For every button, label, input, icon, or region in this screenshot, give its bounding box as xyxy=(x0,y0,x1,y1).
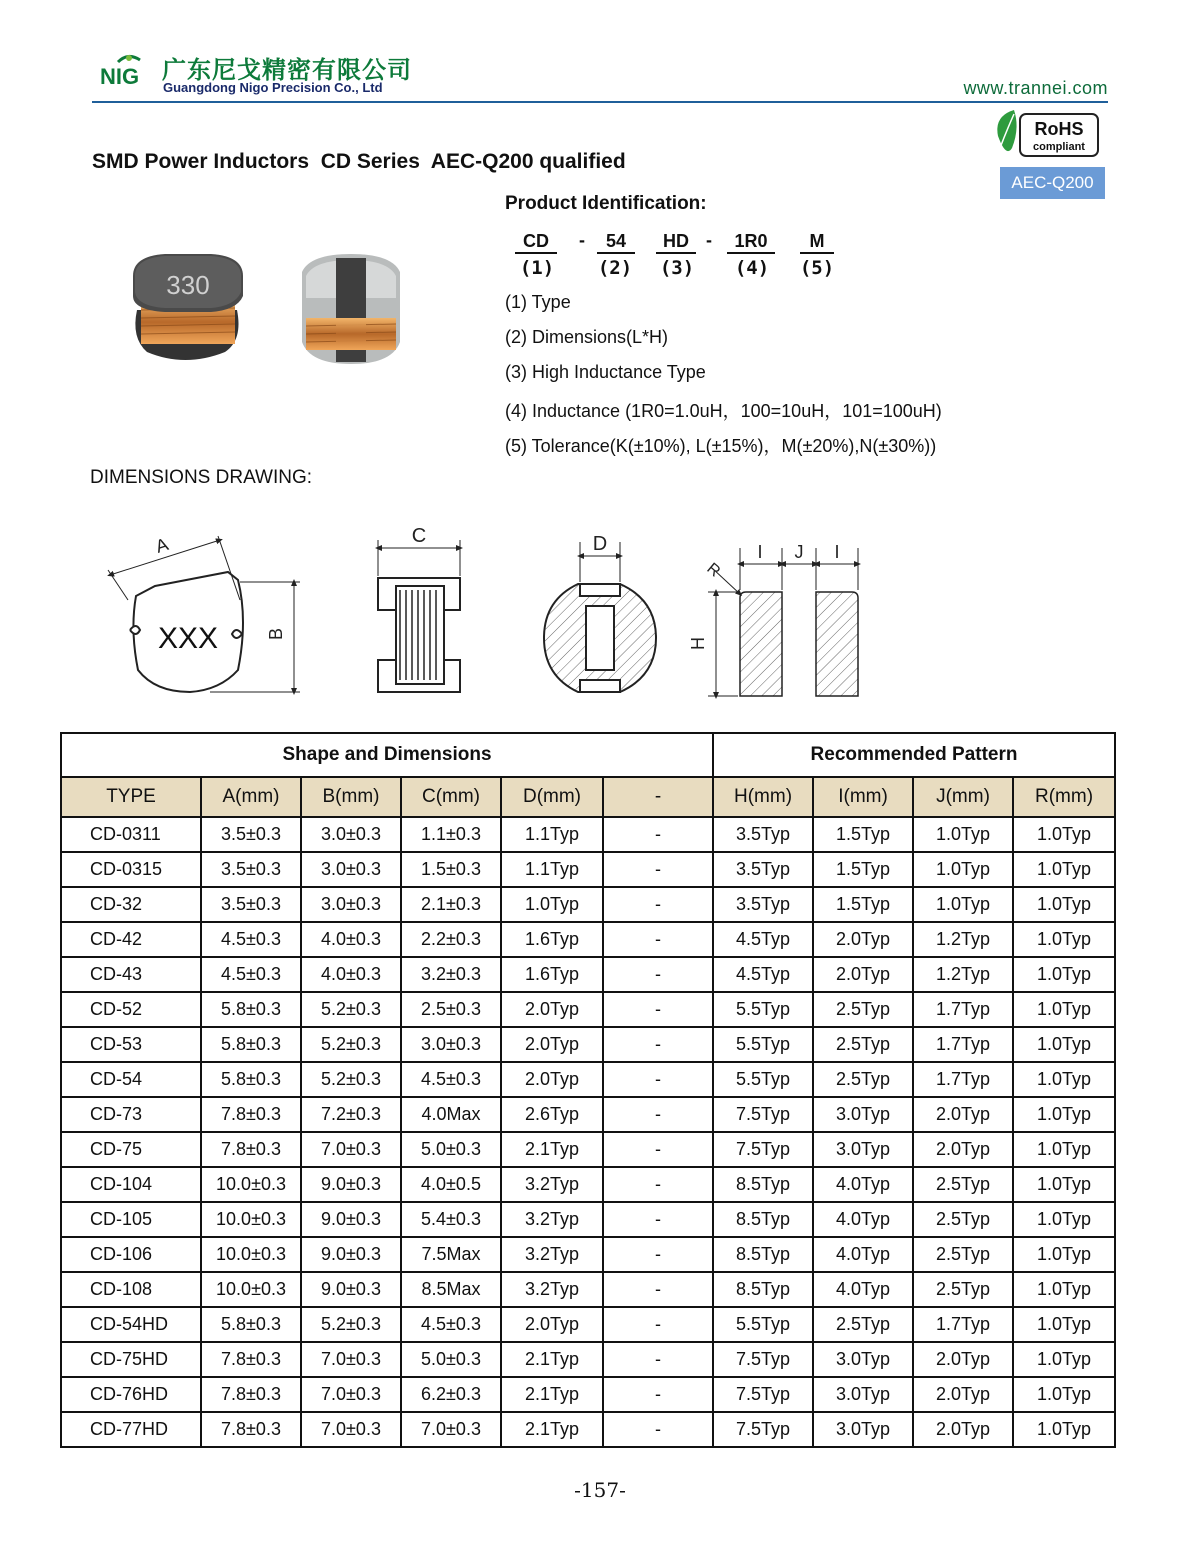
identification-item: (4) Inductance (1R0=1.0uH，100=10uH，101=100uH) xyxy=(505,401,942,421)
table-cell: 4.5±0.3 xyxy=(201,957,301,992)
code-high-inductance: HD xyxy=(656,230,696,254)
table-cell: 5.5Typ xyxy=(713,1027,813,1062)
table-cell: 2.1±0.3 xyxy=(401,887,501,922)
column-header-row xyxy=(61,777,1115,817)
table-cell: 4.5Typ xyxy=(713,957,813,992)
table-cell: 2.0Typ xyxy=(501,1027,603,1062)
table-cell: 1.0Typ xyxy=(1013,1202,1115,1237)
table-cell: 7.0±0.3 xyxy=(301,1377,401,1412)
table-cell: 1.0Typ xyxy=(1013,1237,1115,1272)
side-view xyxy=(378,540,460,692)
table-cell: 7.8±0.3 xyxy=(201,1097,301,1132)
table-cell: - xyxy=(603,957,713,992)
table-cell: 1.0Typ xyxy=(1013,817,1115,852)
table-cell: 3.2Typ xyxy=(501,1202,603,1237)
type-cell: CD-75 xyxy=(61,1132,201,1167)
table-cell: 3.0Typ xyxy=(813,1412,913,1447)
table-cell: 1.0Typ xyxy=(1013,852,1115,887)
table-cell: - xyxy=(603,1412,713,1447)
table-cell: 3.0Typ xyxy=(813,1377,913,1412)
table-cell: 2.0Typ xyxy=(501,1062,603,1097)
table-cell: 1.0Typ xyxy=(1013,1167,1115,1202)
table-cell: - xyxy=(603,1062,713,1097)
code-dimension: 54 xyxy=(597,230,635,254)
rohs-text: RoHS xyxy=(1034,119,1084,139)
rohs-compliant-text: compliant xyxy=(1033,141,1085,153)
table-cell: 5.8±0.3 xyxy=(201,1027,301,1062)
table-cell: 5.5Typ xyxy=(713,1062,813,1097)
table-cell: 1.0Typ xyxy=(1013,1272,1115,1307)
table-cell: - xyxy=(603,1307,713,1342)
table-cell: 2.0Typ xyxy=(913,1132,1013,1167)
code-dash: - xyxy=(706,230,712,250)
group-header-shape: Shape and Dimensions xyxy=(61,733,713,777)
table-cell: 3.5Typ xyxy=(713,852,813,887)
table-cell: 7.5Typ xyxy=(713,1342,813,1377)
table-row xyxy=(61,922,1115,957)
type-cell: CD-106 xyxy=(61,1237,201,1272)
type-cell: CD-53 xyxy=(61,1027,201,1062)
table-cell: 10.0±0.3 xyxy=(201,1272,301,1307)
table-cell: - xyxy=(603,1167,713,1202)
table-cell: - xyxy=(603,1342,713,1377)
type-cell: CD-76HD xyxy=(61,1377,201,1412)
table-row xyxy=(61,1202,1115,1237)
code-number: (1) xyxy=(519,257,555,279)
table-cell: 5.2±0.3 xyxy=(301,1062,401,1097)
table-cell: 2.5Typ xyxy=(813,1027,913,1062)
code-number: (3) xyxy=(659,257,695,279)
table-row xyxy=(61,1097,1115,1132)
table-cell: 3.0±0.3 xyxy=(301,852,401,887)
table-cell: 2.1Typ xyxy=(501,1412,603,1447)
table-cell: 7.5Typ xyxy=(713,1377,813,1412)
table-cell: 1.5Typ xyxy=(813,817,913,852)
identification-item: (3) High Inductance Type xyxy=(505,362,706,382)
table-cell: 1.0Typ xyxy=(1013,992,1115,1027)
table-cell: 7.5Max xyxy=(401,1237,501,1272)
table-cell: 2.0Typ xyxy=(913,1342,1013,1377)
table-row xyxy=(61,852,1115,887)
table-cell: 9.0±0.3 xyxy=(301,1237,401,1272)
dim-label-d: D xyxy=(592,533,608,555)
table-cell: 8.5Typ xyxy=(713,1272,813,1307)
table-cell: 5.8±0.3 xyxy=(201,1307,301,1342)
table-cell: 8.5Typ xyxy=(713,1237,813,1272)
table-cell: 8.5Typ xyxy=(713,1202,813,1237)
table-cell: 5.2±0.3 xyxy=(301,1027,401,1062)
table-cell: 1.5Typ xyxy=(813,887,913,922)
table-cell: 7.0±0.3 xyxy=(301,1412,401,1447)
table-cell: 7.0±0.3 xyxy=(301,1132,401,1167)
identification-item: (2) Dimensions(L*H) xyxy=(505,327,669,347)
table-cell: 4.0Typ xyxy=(813,1272,913,1307)
dim-label-h: H xyxy=(688,637,708,650)
dim-marking: XXX xyxy=(157,622,219,655)
table-cell: 9.0±0.3 xyxy=(301,1202,401,1237)
table-row xyxy=(61,1342,1115,1377)
table-cell: 5.8±0.3 xyxy=(201,992,301,1027)
column-header: TYPE xyxy=(61,777,201,817)
column-header: A(mm) xyxy=(201,777,301,817)
table-cell: 7.8±0.3 xyxy=(201,1412,301,1447)
table-row xyxy=(61,1062,1115,1097)
table-cell: 10.0±0.3 xyxy=(201,1167,301,1202)
table-cell: 7.8±0.3 xyxy=(201,1132,301,1167)
column-header: R(mm) xyxy=(1013,777,1115,817)
table-cell: 3.2±0.3 xyxy=(401,957,501,992)
table-cell: 2.5Typ xyxy=(913,1167,1013,1202)
table-cell: 5.0±0.3 xyxy=(401,1132,501,1167)
table-cell: 1.0Typ xyxy=(1013,887,1115,922)
table-cell: 3.5±0.3 xyxy=(201,852,301,887)
table-cell: 2.0Typ xyxy=(813,957,913,992)
dim-label-a: A xyxy=(153,534,171,557)
dim-label-i: I xyxy=(757,542,763,562)
aec-q200-badge: AEC-Q200 xyxy=(1000,167,1105,199)
table-cell: 7.2±0.3 xyxy=(301,1097,401,1132)
table-row xyxy=(61,817,1115,852)
code-tolerance: M xyxy=(800,230,834,254)
table-cell: - xyxy=(603,852,713,887)
table-cell: 1.0Typ xyxy=(1013,957,1115,992)
table-cell: 2.1Typ xyxy=(501,1132,603,1167)
table-cell: 2.0Typ xyxy=(813,922,913,957)
code-number: (5) xyxy=(799,257,835,279)
table-cell: 4.0±0.5 xyxy=(401,1167,501,1202)
table-cell: 1.7Typ xyxy=(913,1027,1013,1062)
table-row xyxy=(61,992,1115,1027)
table-cell: 1.6Typ xyxy=(501,957,603,992)
code-inductance: 1R0 xyxy=(727,230,775,254)
photo-marking: 330 xyxy=(166,270,210,300)
dim-label-c: C xyxy=(411,525,427,547)
table-cell: 1.0Typ xyxy=(1013,1132,1115,1167)
table-cell: 1.0Typ xyxy=(913,817,1013,852)
table-cell: 5.5Typ xyxy=(713,1307,813,1342)
type-cell: CD-73 xyxy=(61,1097,201,1132)
table-cell: 3.0Typ xyxy=(813,1132,913,1167)
column-header: D(mm) xyxy=(501,777,603,817)
code-dash: - xyxy=(579,230,585,250)
type-cell: CD-104 xyxy=(61,1167,201,1202)
dim-label-i: I xyxy=(834,542,840,562)
table-cell: 7.8±0.3 xyxy=(201,1377,301,1412)
type-cell: CD-108 xyxy=(61,1272,201,1307)
type-cell: CD-105 xyxy=(61,1202,201,1237)
dim-label-b: B xyxy=(266,627,286,640)
table-cell: 1.0Typ xyxy=(1013,922,1115,957)
dim-label-j: J xyxy=(794,542,804,562)
table-cell: - xyxy=(603,817,713,852)
table-cell: 2.0Typ xyxy=(501,992,603,1027)
table-row xyxy=(61,1377,1115,1412)
table-cell: 1.5±0.3 xyxy=(401,852,501,887)
table-cell: 5.2±0.3 xyxy=(301,992,401,1027)
table-cell: 7.5Typ xyxy=(713,1097,813,1132)
table-cell: 2.0Typ xyxy=(913,1412,1013,1447)
table-cell: 1.0Typ xyxy=(1013,1377,1115,1412)
table-cell: - xyxy=(603,1202,713,1237)
column-header: C(mm) xyxy=(401,777,501,817)
table-cell: 3.5Typ xyxy=(713,887,813,922)
table-cell: 1.7Typ xyxy=(913,992,1013,1027)
table-cell: 1.7Typ xyxy=(913,1062,1013,1097)
table-cell: - xyxy=(603,922,713,957)
table-cell: - xyxy=(603,1027,713,1062)
table-cell: 1.0Typ xyxy=(1013,1412,1115,1447)
table-row xyxy=(61,957,1115,992)
table-cell: 2.5Typ xyxy=(813,1307,913,1342)
table-cell: 2.5Typ xyxy=(913,1202,1013,1237)
table-cell: - xyxy=(603,992,713,1027)
table-cell: 5.0±0.3 xyxy=(401,1342,501,1377)
inductor-photo-side xyxy=(296,252,406,368)
code-number: (4) xyxy=(734,257,770,279)
table-cell: 3.2Typ xyxy=(501,1272,603,1307)
table-cell: 10.0±0.3 xyxy=(201,1237,301,1272)
table-cell: 7.5Typ xyxy=(713,1412,813,1447)
table-row xyxy=(61,1132,1115,1167)
column-header: I(mm) xyxy=(813,777,913,817)
column-header: B(mm) xyxy=(301,777,401,817)
spec-table-body xyxy=(61,817,1115,1447)
type-cell: CD-54 xyxy=(61,1062,201,1097)
identification-item: (5) Tolerance(K(±10%), L(±15%)，M(±20%),N(±30%)) xyxy=(505,436,937,456)
table-cell: 9.0±0.3 xyxy=(301,1272,401,1307)
rohs-badge xyxy=(990,108,1102,162)
table-row xyxy=(61,1167,1115,1202)
table-cell: - xyxy=(603,887,713,922)
table-cell: 3.0±0.3 xyxy=(401,1027,501,1062)
table-cell: 1.0Typ xyxy=(1013,1062,1115,1097)
table-cell: 1.0Typ xyxy=(1013,1342,1115,1377)
table-cell: 2.5Typ xyxy=(913,1272,1013,1307)
table-cell: 3.5±0.3 xyxy=(201,887,301,922)
table-cell: - xyxy=(603,1097,713,1132)
table-cell: 3.0Typ xyxy=(813,1342,913,1377)
table-cell: 2.0Typ xyxy=(501,1307,603,1342)
company-name-cn: 广东尼戈精密有限公司 xyxy=(162,55,412,84)
table-cell: 4.0Typ xyxy=(813,1167,913,1202)
table-cell: 1.6Typ xyxy=(501,922,603,957)
table-row xyxy=(61,1027,1115,1062)
identification-item: (1) Type xyxy=(505,292,571,312)
table-cell: 8.5Typ xyxy=(713,1167,813,1202)
table-cell: 4.5±0.3 xyxy=(401,1062,501,1097)
table-cell: 3.2Typ xyxy=(501,1167,603,1202)
table-row xyxy=(61,1412,1115,1447)
table-cell: 4.0±0.3 xyxy=(301,957,401,992)
product-identification-heading: Product Identification: xyxy=(505,193,707,214)
table-cell: 1.7Typ xyxy=(913,1307,1013,1342)
table-cell: 1.5Typ xyxy=(813,852,913,887)
type-cell: CD-0315 xyxy=(61,852,201,887)
table-cell: 9.0±0.3 xyxy=(301,1167,401,1202)
table-cell: 1.0Typ xyxy=(1013,1097,1115,1132)
table-cell: 2.5Typ xyxy=(913,1237,1013,1272)
table-cell: 3.0±0.3 xyxy=(301,887,401,922)
website-link[interactable]: www.trannei.com xyxy=(963,78,1108,98)
spec-table xyxy=(60,732,1116,1448)
table-cell: 4.5Typ xyxy=(713,922,813,957)
inductor-photo-top xyxy=(125,248,250,368)
column-header: - xyxy=(603,777,713,817)
table-cell: - xyxy=(603,1272,713,1307)
table-cell: 4.0Typ xyxy=(813,1202,913,1237)
column-header: H(mm) xyxy=(713,777,813,817)
code-type: CD xyxy=(515,230,557,254)
type-cell: CD-77HD xyxy=(61,1412,201,1447)
table-cell: 2.0Typ xyxy=(913,1097,1013,1132)
section-view xyxy=(544,542,656,692)
top-view xyxy=(108,536,300,692)
page-title: SMD Power Inductors CD Series AEC-Q200 qualified xyxy=(92,150,626,173)
table-cell: 7.0±0.3 xyxy=(401,1412,501,1447)
table-cell: 3.5±0.3 xyxy=(201,817,301,852)
page-number: -157- xyxy=(574,1478,626,1502)
table-cell: 7.0±0.3 xyxy=(301,1342,401,1377)
table-cell: 6.2±0.3 xyxy=(401,1377,501,1412)
table-cell: 5.2±0.3 xyxy=(301,1307,401,1342)
table-cell: 2.0Typ xyxy=(913,1377,1013,1412)
table-cell: 4.0Max xyxy=(401,1097,501,1132)
table-cell: - xyxy=(603,1132,713,1167)
table-cell: 2.1Typ xyxy=(501,1377,603,1412)
table-cell: 1.2Typ xyxy=(913,957,1013,992)
table-cell: - xyxy=(603,1237,713,1272)
table-cell: 2.6Typ xyxy=(501,1097,603,1132)
table-cell: 3.2Typ xyxy=(501,1237,603,1272)
table-cell: 3.0±0.3 xyxy=(301,817,401,852)
table-cell: 1.0Typ xyxy=(1013,1027,1115,1062)
table-cell: 5.4±0.3 xyxy=(401,1202,501,1237)
type-cell: CD-52 xyxy=(61,992,201,1027)
table-cell: 2.2±0.3 xyxy=(401,922,501,957)
table-cell: 5.8±0.3 xyxy=(201,1062,301,1097)
table-cell: 1.1±0.3 xyxy=(401,817,501,852)
type-cell: CD-32 xyxy=(61,887,201,922)
table-cell: 7.8±0.3 xyxy=(201,1342,301,1377)
dimensions-drawing xyxy=(100,520,880,710)
header-divider xyxy=(92,101,1108,103)
table-cell: 1.0Typ xyxy=(501,887,603,922)
code-number: (2) xyxy=(597,257,633,279)
type-cell: CD-0311 xyxy=(61,817,201,852)
table-cell: 5.5Typ xyxy=(713,992,813,1027)
table-cell: 3.0Typ xyxy=(813,1097,913,1132)
type-cell: CD-54HD xyxy=(61,1307,201,1342)
table-cell: 7.5Typ xyxy=(713,1132,813,1167)
type-cell: CD-75HD xyxy=(61,1342,201,1377)
company-name-en: Guangdong Nigo Precision Co., Ltd xyxy=(163,80,383,95)
type-cell: CD-43 xyxy=(61,957,201,992)
table-cell: 2.5Typ xyxy=(813,992,913,1027)
logo-text: NIG xyxy=(100,64,140,89)
table-cell: 3.5Typ xyxy=(713,817,813,852)
type-cell: CD-42 xyxy=(61,922,201,957)
table-cell: 1.2Typ xyxy=(913,922,1013,957)
table-cell: 4.5±0.3 xyxy=(201,922,301,957)
pad-pattern-view xyxy=(708,548,858,696)
table-cell: 2.5±0.3 xyxy=(401,992,501,1027)
table-row xyxy=(61,887,1115,922)
company-logo xyxy=(98,52,160,92)
table-cell: 1.1Typ xyxy=(501,817,603,852)
table-row xyxy=(61,1272,1115,1307)
table-cell: 4.5±0.3 xyxy=(401,1307,501,1342)
table-cell: - xyxy=(603,1377,713,1412)
table-cell: 10.0±0.3 xyxy=(201,1202,301,1237)
dimensions-drawing-heading: DIMENSIONS DRAWING: xyxy=(90,467,313,488)
table-row xyxy=(61,1307,1115,1342)
dim-label-r: R xyxy=(703,560,724,581)
table-cell: 4.0Typ xyxy=(813,1237,913,1272)
group-header-pattern: Recommended Pattern xyxy=(713,733,1115,777)
table-cell: 1.0Typ xyxy=(1013,1307,1115,1342)
table-cell: 1.1Typ xyxy=(501,852,603,887)
column-header: J(mm) xyxy=(913,777,1013,817)
table-cell: 2.1Typ xyxy=(501,1342,603,1377)
table-cell: 8.5Max xyxy=(401,1272,501,1307)
table-cell: 2.5Typ xyxy=(813,1062,913,1097)
table-cell: 4.0±0.3 xyxy=(301,922,401,957)
table-cell: 1.0Typ xyxy=(913,887,1013,922)
table-row xyxy=(61,1237,1115,1272)
table-cell: 1.0Typ xyxy=(913,852,1013,887)
